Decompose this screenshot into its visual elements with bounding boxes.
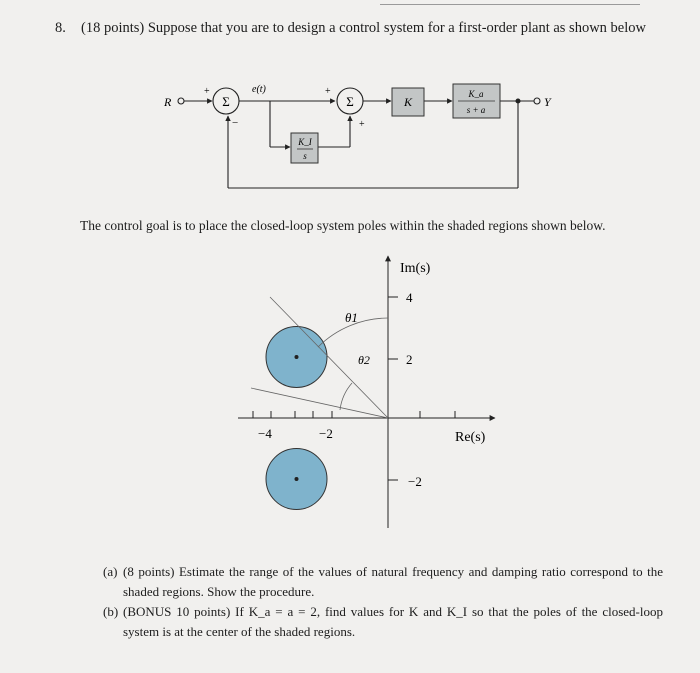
question-parts bbox=[103, 562, 663, 642]
tick-xneg2: −2 bbox=[319, 426, 333, 441]
re-axis-label: Re(s) bbox=[455, 430, 486, 445]
question-number: 8. bbox=[55, 20, 66, 36]
im-axis-label: Im(s) bbox=[400, 261, 431, 276]
sum2-plus-sign-left: + bbox=[325, 86, 331, 97]
sum1-symbol: Σ bbox=[222, 94, 230, 109]
output-label: Y bbox=[544, 95, 551, 109]
region-center-2 bbox=[295, 477, 299, 481]
part-a-label: (a) bbox=[103, 564, 118, 579]
theta2-arc bbox=[340, 383, 352, 410]
part-b bbox=[103, 602, 663, 642]
goal-text: The control goal is to place the closed-loop system poles within the shaded regions shown below. bbox=[80, 218, 606, 233]
theta2-ray bbox=[251, 388, 388, 418]
theta2-label: θ2 bbox=[358, 353, 370, 367]
input-label: R bbox=[164, 95, 172, 109]
gain-label: K bbox=[403, 95, 413, 109]
block-diagram bbox=[0, 0, 700, 200]
sum2-plus-sign-bottom: + bbox=[359, 119, 365, 130]
integrator-denominator: s bbox=[303, 151, 307, 161]
tick-xneg4: −4 bbox=[258, 426, 272, 441]
part-b-label: (b) bbox=[103, 604, 119, 619]
error-label: e(t) bbox=[252, 84, 266, 95]
part-a bbox=[103, 562, 663, 602]
plant-denominator: s + a bbox=[466, 105, 486, 115]
sum1-plus-sign: + bbox=[204, 86, 210, 97]
sum1-minus-sign: − bbox=[232, 117, 239, 129]
tick-y4: 4 bbox=[406, 290, 413, 305]
theta1-label: θ1 bbox=[345, 310, 358, 325]
sum2-symbol: Σ bbox=[346, 94, 354, 109]
pole-plot bbox=[0, 240, 700, 540]
part-a-text: (8 points) Estimate the range of the values of natural frequency and damping ratio correspond to the shaded regions. Show the procedure. bbox=[123, 564, 663, 599]
part-b-text: (BONUS 10 points) If K_a = a = 2, find values for K and K_I so that the poles of the closed-loop system is at the center of the shaded regions. bbox=[123, 604, 663, 639]
integrator-numerator: K_I bbox=[298, 137, 312, 147]
tick-yneg2: −2 bbox=[408, 474, 422, 489]
tick-y2: 2 bbox=[406, 352, 413, 367]
region-center-1 bbox=[295, 355, 299, 359]
question-text: (18 points) Suppose that you are to design a control system for a first-order plant as shown below bbox=[81, 20, 646, 36]
plant-numerator: K_a bbox=[468, 89, 484, 99]
